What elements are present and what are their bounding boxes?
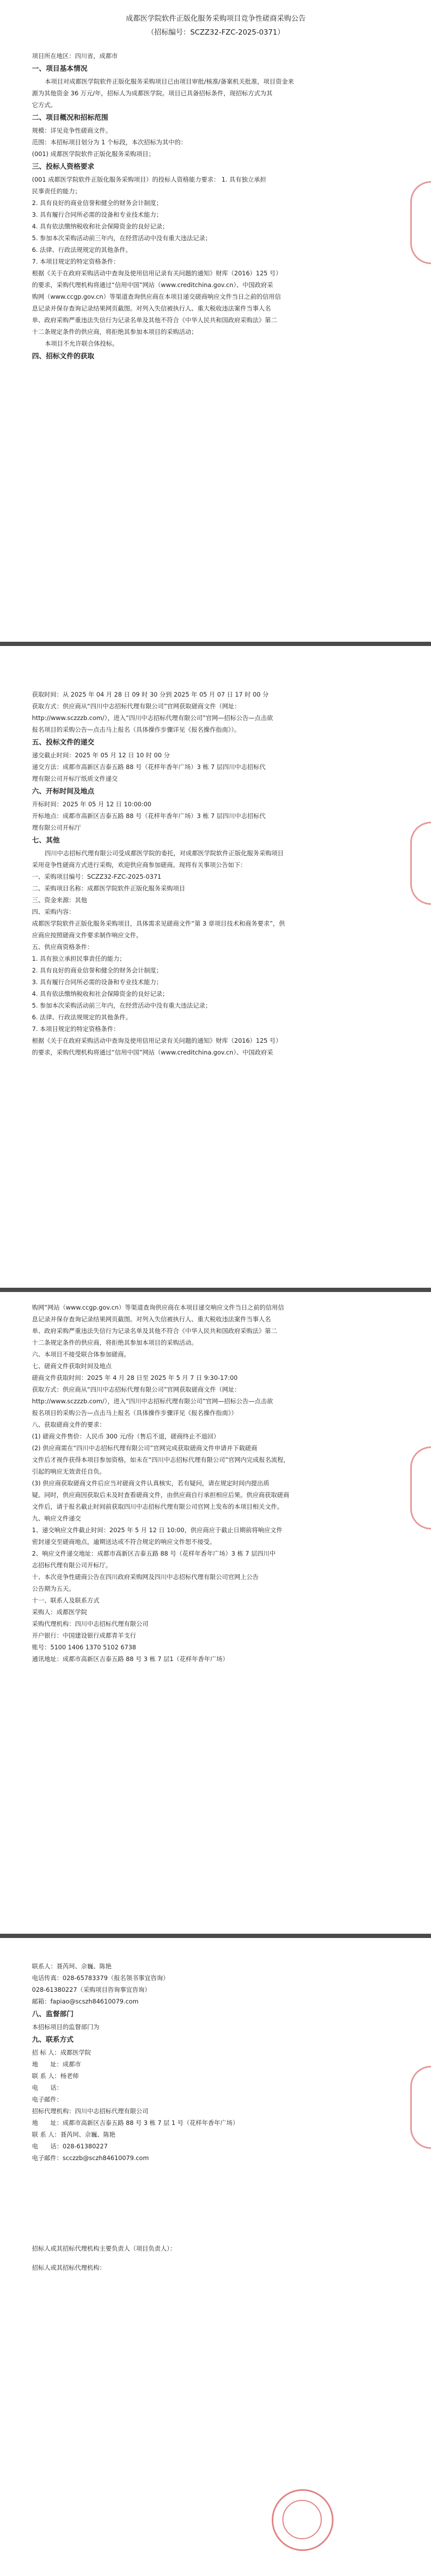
signature-line-1: 招标人或其招标代理机构主要负责人（项目负责人）： xyxy=(32,2245,176,2252)
section-heading: 三、投标人资格要求 xyxy=(32,163,95,171)
document-page-4 xyxy=(0,1938,431,2576)
text-line: 报名项目的采购公告—点击马上报名（具体操作步骤详见《报名操作指南》）。 xyxy=(32,726,240,733)
text-line: 引起的响应无效责任自负。 xyxy=(32,1468,105,1475)
text-line: 4. 具有依法缴纳税收和社会保障资金的良好记录； xyxy=(32,223,169,230)
text-line: 4. 具有依法缴纳税收和社会保障资金的良好记录； xyxy=(32,990,169,997)
text-line: 根据《关于在政府采购活动中查询及使用信用记录有关问题的通知》财库（2016）125 号） xyxy=(32,1037,282,1044)
text-line: 五、供应商资格条件： xyxy=(32,943,93,951)
section-heading: 四、招标文件的获取 xyxy=(32,353,95,361)
text-line: 疑。同时，供应商因获取后未及时查看磋商文件，由供应商自行承担相应后果。供应商获取磋商 xyxy=(32,1491,289,1499)
text-line: 获取方式：供应商从“四川中志招标代理有限公司”官网获取磋商文件（网址： xyxy=(32,1386,241,1393)
text-line: 三、资金来源：其他 xyxy=(32,896,87,904)
text-line: 3. 具有履行合同所必需的设备和专业技术能力； xyxy=(32,978,162,986)
text-line: 规模：详见竞争性磋商文件。 xyxy=(32,127,112,134)
text-line: 息记录并保存查询记录结果网页截图。对列入失信被执行人、重大税收违法案件当事人名 xyxy=(32,305,271,312)
text-line: 密封递交至磋商地点，逾期送达或不符合规定的响应文件恕不接受。 xyxy=(32,1538,216,1545)
text-line: 范围：本招标项目划分为 1 个标段，本次招标为其中的： xyxy=(32,138,187,146)
text-line: 采购代理机构：四川中志招标代理有限公司 xyxy=(32,1620,149,1628)
text-line: 2. 具有良好的商业信誉和健全的财务会计制度； xyxy=(32,199,162,207)
text-line: 7. 本项目规定的特定资格条件： xyxy=(32,258,120,265)
text-line: (3) 供应商获取磋商文件后应当对磋商文件认真核实，若有疑问，请在规定时间内提出质 xyxy=(32,1479,270,1487)
section-heading: 一、项目基本情况 xyxy=(32,65,88,73)
text-line: 本项目对成都医学院软件正版化服务采购项目已由项目审批/核准/备案机关批准，项目资金来 xyxy=(45,78,294,85)
section-heading: 二、项目概况和招标范围 xyxy=(32,114,109,122)
text-line: 十二条规定条件的供应商，将拒绝其参加本项目的采购活动； xyxy=(32,328,198,336)
document-title xyxy=(32,12,400,39)
title-line-2: （招标编号：SCZZ32-FZC-2025-0371） xyxy=(147,28,284,37)
text-line: 邮箱：fapiao@scszh84610079.com xyxy=(32,1998,139,2005)
text-line: 民事责任的能力； xyxy=(32,187,81,195)
text-line: 息记录并保存查询记录结果网页截图。对列入失信被执行人、重大税收违法案件当事人名 xyxy=(32,1315,271,1323)
text-line: 二、采购项目名称：成都医学院软件正版化服务采购项目 xyxy=(32,885,185,892)
text-line: (001) 成都医学院软件正版化服务采购项目； xyxy=(32,150,155,158)
text-line: 通讯地址：成都市高新区吉泰五路 88 号 3 栋 7 层1（花样年香年广场） xyxy=(32,1655,229,1663)
text-line: 获取时间：从 2025 年 04 月 28 日 09 时 30 分到 2025 年 05 月 07 日 17 时 00 分 xyxy=(32,691,269,698)
text-line: 十一、联系人及联系方式 xyxy=(32,1597,100,1604)
page-1-body xyxy=(32,50,400,363)
text-line: http://www.sczzzb.com/），进入“四川中志招标代理有限公司”官网—招标公告—点击欲 xyxy=(32,1397,273,1405)
text-line: 电 话： xyxy=(32,2084,63,2091)
text-line: 八、获取磋商文件的要求： xyxy=(32,1421,105,1428)
section-heading: 八、监督部门 xyxy=(32,2010,74,2018)
document-page-3 xyxy=(0,1292,431,1934)
section-heading: 五、投标文件的递交 xyxy=(32,739,95,747)
text-line: 四、采购内容： xyxy=(32,908,75,915)
text-line: 磋商文件获取时间：2025 年 4 月 28 日至 2025 年 5 月 7 日 9:30-17:00 xyxy=(32,1374,238,1381)
text-line: 3. 具有履行合同所必需的设备和专业技术能力； xyxy=(32,211,162,218)
text-line: 理有限公司开标厅 xyxy=(32,824,81,831)
section-heading: 九、联系方式 xyxy=(32,2036,74,2044)
text-line: 的要求，采购代理机构将通过“信用中国”网站（www.creditchina.gov.cn）、中国政府采 xyxy=(32,281,273,289)
text-line: 1. 具有独立承担民事责任的能力； xyxy=(32,955,126,962)
text-line: 本项目不允许联合体投标。 xyxy=(45,340,118,347)
text-line: http://www.sczzzb.com/），进入“四川中志招标代理有限公司”官网—招标公告—点击欲 xyxy=(32,714,273,722)
text-line: 电 话：028-61380227 xyxy=(32,2142,108,2150)
text-line: 单、政府采购严重违法失信行为记录名单及其他不符合《中华人民共和国政府采购法》第二 xyxy=(32,1327,277,1335)
text-line: 本招标项目的监督部门为 xyxy=(32,2023,100,2031)
text-line: (2) 供应商需在“四川中志招标代理有限公司”官网完成获取磋商文件申请并下载磋商 xyxy=(32,1444,257,1452)
text-line: 电子邮件：scczzb@sczh84610079.com xyxy=(32,2154,149,2162)
text-line: 递交方法：成都市高新区吉泰五路 88 号（花样年香年广场）3 栋 7 层四川中志招标代 xyxy=(32,763,266,771)
text-line: 理有限公司开标厅纸质文件递交 xyxy=(32,775,118,782)
text-line: (1) 磋商文件售价：人民币 300 元/份（售后不退，磋商终止不退回） xyxy=(32,1433,220,1440)
text-line: 采购人：成都医学院 xyxy=(32,1608,87,1616)
text-line: 报名项目的采购公告—点击马上报名（具体操作步骤详见《报名操作指南》） xyxy=(32,1409,238,1417)
text-line: 6. 法律、行政法规规定的其他条件。 xyxy=(32,1013,132,1021)
text-line: 地 址：成都市 xyxy=(32,2060,81,2068)
title-line-1: 成都医学院软件正版化服务采购项目竞争性磋商采购公告 xyxy=(126,14,306,23)
text-line: 联系人：聂芮珂、佘巍、陈艳 xyxy=(32,1962,112,1970)
text-line: 电子邮件： xyxy=(32,2096,63,2103)
text-line: 028-61380227（采购项目咨询事宜咨询） xyxy=(32,1986,151,1993)
text-line: 招 标 人：成都医学院 xyxy=(32,2049,91,2056)
text-line: 联 系 人：聂芮珂、佘巍、陈艳 xyxy=(32,2131,116,2138)
text-line: 获取方式：供应商从“四川中志招标代理有限公司”官网获取磋商文件（网址： xyxy=(32,702,241,710)
text-line: 成都医学院软件正版化服务采购项目，具体需求见磋商文件“第 3 章项目技术和商务要求”，供 xyxy=(32,920,286,927)
document-page-1 xyxy=(0,0,431,642)
text-line: 招标代理机构：四川中志招标代理有限公司 xyxy=(32,2107,149,2115)
seal-stamp-edge xyxy=(410,181,431,264)
text-line: 购网”网站（www.ccgp.gov.cn）等渠道查询供应商在本项目递交响应文件当日之前的信用信 xyxy=(32,1304,284,1311)
text-line: 它方式。 xyxy=(32,101,56,109)
text-line: 公告期为五天。 xyxy=(32,1585,75,1592)
text-line: 十二条规定条件的供应商，将拒绝其参加本项目的采购活动。 xyxy=(32,1339,198,1346)
text-line: 联 系 人：杨老师 xyxy=(32,2072,79,2080)
text-line: 地 址：成都市高新区吉泰五路 88 号 3 栋 7 层 1 号（花样年香年广场） xyxy=(32,2119,239,2127)
text-line: 文件后，请于报名截止时间前获取四川中志招标代理有限公司官网上发布的本项目相关文件。 xyxy=(32,1503,283,1510)
text-line: 七、磋商文件获取时间及地点 xyxy=(32,1362,112,1370)
text-line: 项目所在地区：四川省，成都市 xyxy=(32,52,118,60)
seal-stamp-edge xyxy=(410,822,431,905)
text-line: 6. 法律、行政法规规定的其他条件。 xyxy=(32,246,132,253)
text-line: 志招标代理有限公司开标厅。 xyxy=(32,1561,112,1569)
text-line: 电话传真：028-65783379（报名领书事宜咨询） xyxy=(32,1974,169,1982)
text-line: 九、响应文件递交 xyxy=(32,1515,81,1522)
text-line: 应商应按照磋商文件要求制作响应文件。 xyxy=(32,931,142,939)
text-line: 文件后才视作获得本项目参加资格，如未在“四川中志招标代理有限公司”官网内完成报名流程， xyxy=(32,1456,290,1463)
text-line: 递交截止时间：2025 年 05 月 12 日 10 时 00 分 xyxy=(32,751,170,759)
text-line: 2、响应文件递交地址：成都市高新区吉泰五路 88 号（花样年香年广场）3 栋 7 层四川中 xyxy=(32,1550,276,1557)
red-seal-stamp-inner xyxy=(282,2500,322,2539)
seal-stamp-edge xyxy=(410,2066,431,2149)
text-line: 开标时间：2025 年 05 月 12 日 10:00:00 xyxy=(32,800,152,808)
page-2-body xyxy=(32,689,400,1058)
text-line: 1、递交响应文件截止时间：2025 年 5 月 12 日 10:00，供应商应于截止日期前将响应文件 xyxy=(32,1526,283,1534)
text-line: 7. 本项目规定的特定资格条件： xyxy=(32,1025,120,1033)
text-line: 的要求，采购代理机构将通过“信用中国”网站（www.creditchina.gov.cn）、中国政府采 xyxy=(32,1049,273,1056)
text-line: 5. 参加本次采购活动前三年内，在经营活动中没有重大违法记录； xyxy=(32,234,212,242)
seal-stamp-edge xyxy=(410,1446,431,1530)
text-line: 源为其他资金 36 万元/年，招标人为成都医学院。项目已具备招标条件，现招标方式为其 xyxy=(32,89,273,97)
text-line: 采用竞争性磋商方式进行采购，欢迎供应商参加磋商。现将有关事项公告如下： xyxy=(32,861,247,869)
text-line: 账号：5100 1406 1370 5102 6738 xyxy=(32,1643,136,1651)
text-line: 开户银行：中国建设银行成都青羊支行 xyxy=(32,1632,136,1639)
section-heading: 七、其他 xyxy=(32,837,60,845)
page-4-body xyxy=(32,1960,400,2164)
text-line: 开标地点：成都市高新区吉泰五路 88 号（花样年香年广场）3 栋 7 层四川中志招标代 xyxy=(32,812,266,820)
page-3-body xyxy=(32,1302,400,1665)
section-heading: 六、开标时间及地点 xyxy=(32,788,95,796)
text-line: 2. 具有良好的商业信誉和健全的财务会计制度； xyxy=(32,967,162,974)
text-line: 一、采购项目编号：SCZZ32-FZC-2025-0371 xyxy=(32,873,161,880)
text-line: 购网（www.ccgp.gov.cn）等渠道查询供应商在本项目递交磋商响应文件当日之前的信用信 xyxy=(32,293,281,300)
document-page-2 xyxy=(0,646,431,1288)
text-line: 四川中志招标代理有限公司受成都医学院的委托，对成都医学院软件正版化服务采购项目 xyxy=(45,849,284,857)
text-line: 5. 参加本次采购活动前三年内，在经营活动中没有重大违法记录； xyxy=(32,1002,212,1009)
text-line: 根据《关于在政府采购活动中查询及使用信用记录有关问题的通知》财库（2016）125 号） xyxy=(32,269,282,277)
signature-line-2: 招标人或其招标代理机构： xyxy=(32,2264,105,2271)
text-line: 六、本项目不接受联合体参加磋商。 xyxy=(32,1351,130,1358)
text-line: 单、政府采购严重违法失信行为记录名单及其他不符合《中华人民共和国政府采购法》第二 xyxy=(32,316,277,324)
text-line: 十、本次竞争性磋商公告在四川政府采购网及四川中志招标代理有限公司官网上公告 xyxy=(32,1573,259,1581)
text-line: (001 成都医学院软件正版化服务采购项目）的投标人资格能力要求： 1. 具有独立承担 xyxy=(32,176,266,183)
